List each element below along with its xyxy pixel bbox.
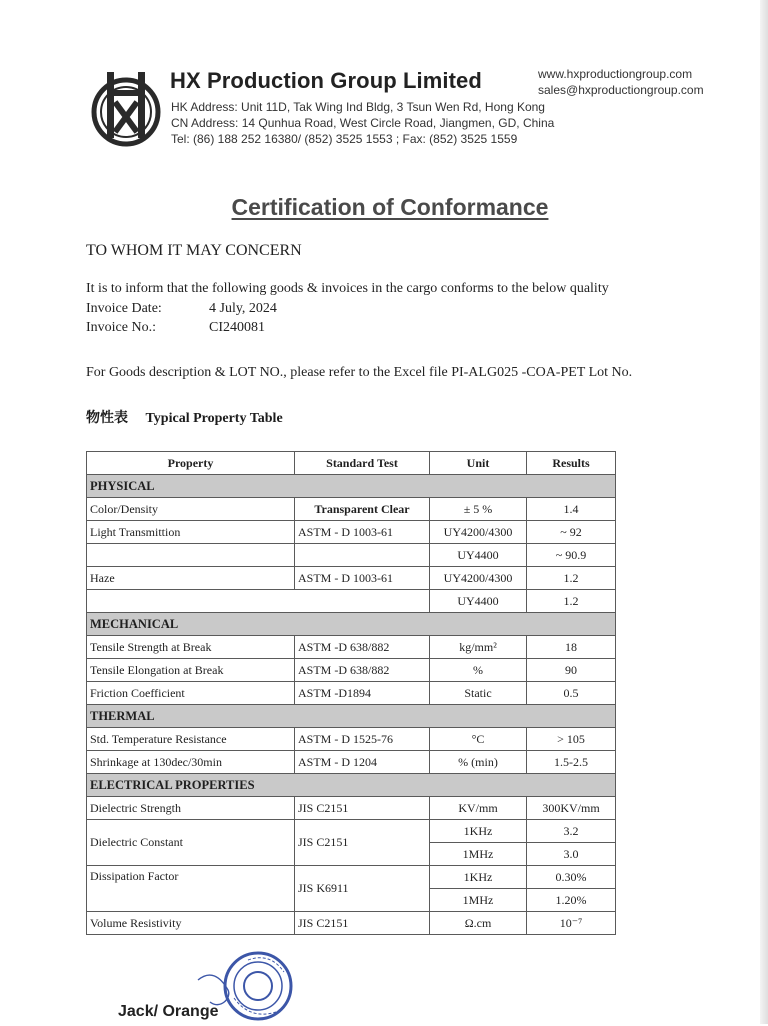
header-property: Property [87, 452, 295, 475]
cell-test: JIS C2151 [295, 820, 430, 866]
table-row [87, 521, 616, 544]
invoice-date-label: Invoice Date: [86, 301, 162, 316]
cell-result: 1.2 [527, 567, 616, 590]
cell-result: ~ 90.9 [527, 544, 616, 567]
goods-note: For Goods description & LOT NO., please refer to the Excel file PI-ALG025 -COA-PET Lot No. [86, 365, 633, 380]
table-row [87, 636, 616, 659]
contact-web [538, 66, 704, 98]
salutation: TO WHOM IT MAY CONCERN [86, 242, 302, 259]
cell-result: 18 [527, 636, 616, 659]
cell-property: Shrinkage at 130dec/30min [87, 751, 295, 774]
cell-property: Light Transmittion [87, 521, 295, 544]
cn-address: CN Address: 14 Qunhua Road, West Circle Road, Jiangmen, GD, China [171, 116, 555, 130]
header-results: Results [527, 452, 616, 475]
table-heading-cn: 物性表 [86, 410, 128, 426]
cell-test: JIS C2151 [295, 797, 430, 820]
cell-property: Std. Temperature Resistance [87, 728, 295, 751]
cell-property: Friction Coefficient [87, 682, 295, 705]
table-row [87, 797, 616, 820]
cell-unit: °C [430, 728, 527, 751]
section-label: THERMAL [87, 705, 616, 728]
cell-result: 0.30% [527, 866, 616, 889]
table-header-row [87, 452, 616, 475]
table-row [87, 498, 616, 521]
table-row [87, 567, 616, 590]
cell-empty [295, 544, 430, 567]
cell-result: 3.0 [527, 843, 616, 866]
table-row [87, 751, 616, 774]
intro-text: It is to inform that the following goods & invoices in the cargo conforms to the below quality [86, 281, 609, 296]
cell-test: ASTM -D 638/882 [295, 659, 430, 682]
cell-property: Dielectric Strength [87, 797, 295, 820]
section-mechanical [87, 613, 616, 636]
cell-property: Dissipation Factor [87, 866, 295, 912]
section-label: PHYSICAL [87, 475, 616, 498]
email-link[interactable]: sales@hxproductiongroup.com [538, 83, 704, 97]
cell-test: ASTM - D 1003-61 [295, 567, 430, 590]
cell-property: Tensile Elongation at Break [87, 659, 295, 682]
table-row [87, 590, 616, 613]
cell-result: 10⁻⁷ [527, 912, 616, 935]
cell-test: JIS C2151 [295, 912, 430, 935]
cell-test: ASTM -D1894 [295, 682, 430, 705]
invoice-date-value: 4 July, 2024 [209, 301, 277, 316]
cell-result: 1.2 [527, 590, 616, 613]
address-block [171, 99, 554, 147]
company-name: HX Production Group Limited [170, 68, 482, 93]
cell-unit: Ω.cm [430, 912, 527, 935]
cell-property: Dielectric Constant [87, 820, 295, 866]
property-table [86, 451, 616, 935]
table-heading-en: Typical Property Table [145, 411, 283, 426]
cell-unit: 1KHz [430, 866, 527, 889]
cell-result: > 105 [527, 728, 616, 751]
cell-unit: UY4200/4300 [430, 567, 527, 590]
cell-property: Volume Resistivity [87, 912, 295, 935]
cell-result: 1.4 [527, 498, 616, 521]
cell-unit: 1KHz [430, 820, 527, 843]
header-standard-test: Standard Test [295, 452, 430, 475]
cell-test: Transparent Clear [295, 498, 430, 521]
cell-result: ~ 92 [527, 521, 616, 544]
cell-empty [87, 590, 430, 613]
table-row [87, 682, 616, 705]
cell-test: ASTM -D 638/882 [295, 636, 430, 659]
hk-address: HK Address: Unit 11D, Tak Wing Ind Bldg, 3 Tsun Wen Rd, Hong Kong [171, 100, 545, 114]
cell-result: 1.20% [527, 889, 616, 912]
table-row [87, 728, 616, 751]
section-electrical [87, 774, 616, 797]
cell-test: ASTM - D 1204 [295, 751, 430, 774]
cell-test: ASTM - D 1003-61 [295, 521, 430, 544]
cell-property: Color/Density [87, 498, 295, 521]
signer-name: Jack/ Orange [118, 1003, 219, 1020]
table-row [87, 820, 616, 843]
cell-result: 1.5-2.5 [527, 751, 616, 774]
section-label: ELECTRICAL PROPERTIES [87, 774, 616, 797]
cell-result: 3.2 [527, 820, 616, 843]
cell-unit: 1MHz [430, 889, 527, 912]
table-heading [86, 407, 283, 427]
section-physical [87, 475, 616, 498]
cell-property: Tensile Strength at Break [87, 636, 295, 659]
cell-unit: UY4400 [430, 590, 527, 613]
cell-unit: kg/mm² [430, 636, 527, 659]
cell-result: 90 [527, 659, 616, 682]
header-unit: Unit [430, 452, 527, 475]
cell-unit: 1MHz [430, 843, 527, 866]
cell-empty [87, 544, 295, 567]
phone-fax: Tel: (86) 188 252 16380/ (852) 3525 1553 ; Fax: (852) 3525 1559 [171, 132, 518, 146]
cell-property: Haze [87, 567, 295, 590]
cell-unit: Static [430, 682, 527, 705]
cell-unit: KV/mm [430, 797, 527, 820]
invoice-no-value: CI240081 [209, 320, 265, 335]
website-link[interactable]: www.hxproductiongroup.com [538, 67, 693, 81]
table-row [87, 866, 616, 889]
section-label: MECHANICAL [87, 613, 616, 636]
table-row [87, 912, 616, 935]
section-thermal [87, 705, 616, 728]
cell-unit: % [430, 659, 527, 682]
company-logo-icon [90, 68, 162, 148]
cell-unit: UY4200/4300 [430, 521, 527, 544]
cell-test: JIS K6911 [295, 866, 430, 912]
document-title: Certification of Conformance [231, 194, 549, 220]
cell-unit: % (min) [430, 751, 527, 774]
cell-unit: ± 5 % [430, 498, 527, 521]
cell-result: 300KV/mm [527, 797, 616, 820]
cell-unit: UY4400 [430, 544, 527, 567]
page-edge-shadow [760, 0, 768, 1024]
table-row [87, 659, 616, 682]
cell-result: 0.5 [527, 682, 616, 705]
invoice-no-label: Invoice No.: [86, 320, 156, 335]
table-row [87, 544, 616, 567]
cell-test: ASTM - D 1525-76 [295, 728, 430, 751]
